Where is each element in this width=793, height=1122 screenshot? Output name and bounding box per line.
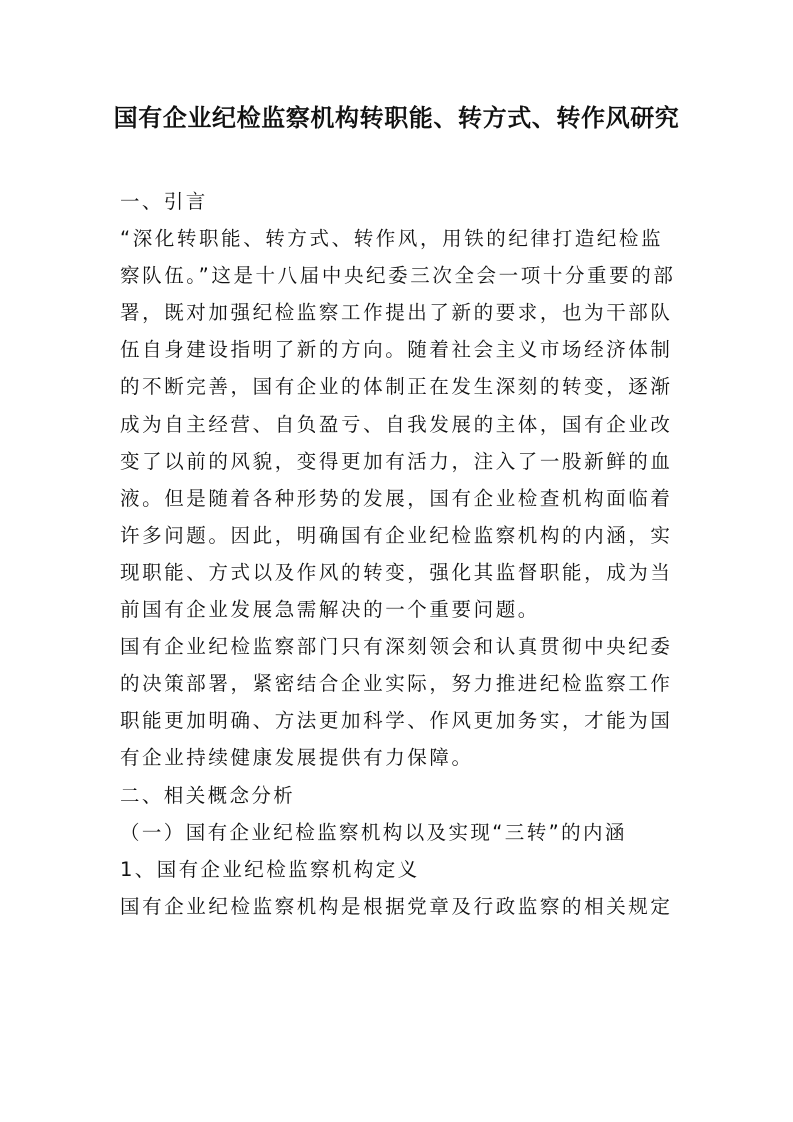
document-body bbox=[120, 183, 676, 925]
document-title: 国有企业纪检监察机构转职能、转方式、转作风研究 bbox=[113, 104, 680, 132]
body-paragraph: “深化转职能、转方式、转作风，用铁的纪律打造纪检监察队伍。”这是十八届中央纪委三次全会一项十分重要的部署，既对加强纪检监察工作提出了新的要求，也为干部队伍自身建设指明了新的方向。随着社会主义市场经济体制的不断完善，国有企业的体制正在发生深刻的转变，逐渐成为自主经营、自负盈亏、自我发展的主体，国有企业改变了以前的风貌，变得更加有活力，注入了一股新鲜的血液。但是随着各种形势的发展，国有企业检查机构面临着许多问题。因此，明确国有企业纪检监察机构的内涵，实现职能、方式以及作风的转变，强化其监督职能，成为当前国有企业发展急需解决的一个重要问题。 bbox=[120, 227, 676, 622]
body-paragraph: 国有企业纪检监察机构是根据党章及行政监察的相关规定 bbox=[120, 894, 673, 918]
subheading: （一）国有企业纪检监察机构以及实现“三转”的内涵 bbox=[120, 820, 627, 844]
section-heading-intro: 一、引言 bbox=[120, 190, 208, 213]
subheading: 1、国有企业纪检监察机构定义 bbox=[120, 857, 420, 881]
body-paragraph: 国有企业纪检监察部门只有深刻领会和认真贯彻中央纪委的决策部署，紧密结合企业实际，努力推进纪检监察工作职能更加明确、方法更加科学、作风更加务实，才能为国有企业持续健康发展提供有力保障。 bbox=[120, 635, 673, 770]
section-heading-analysis: 二、相关概念分析 bbox=[120, 783, 296, 807]
